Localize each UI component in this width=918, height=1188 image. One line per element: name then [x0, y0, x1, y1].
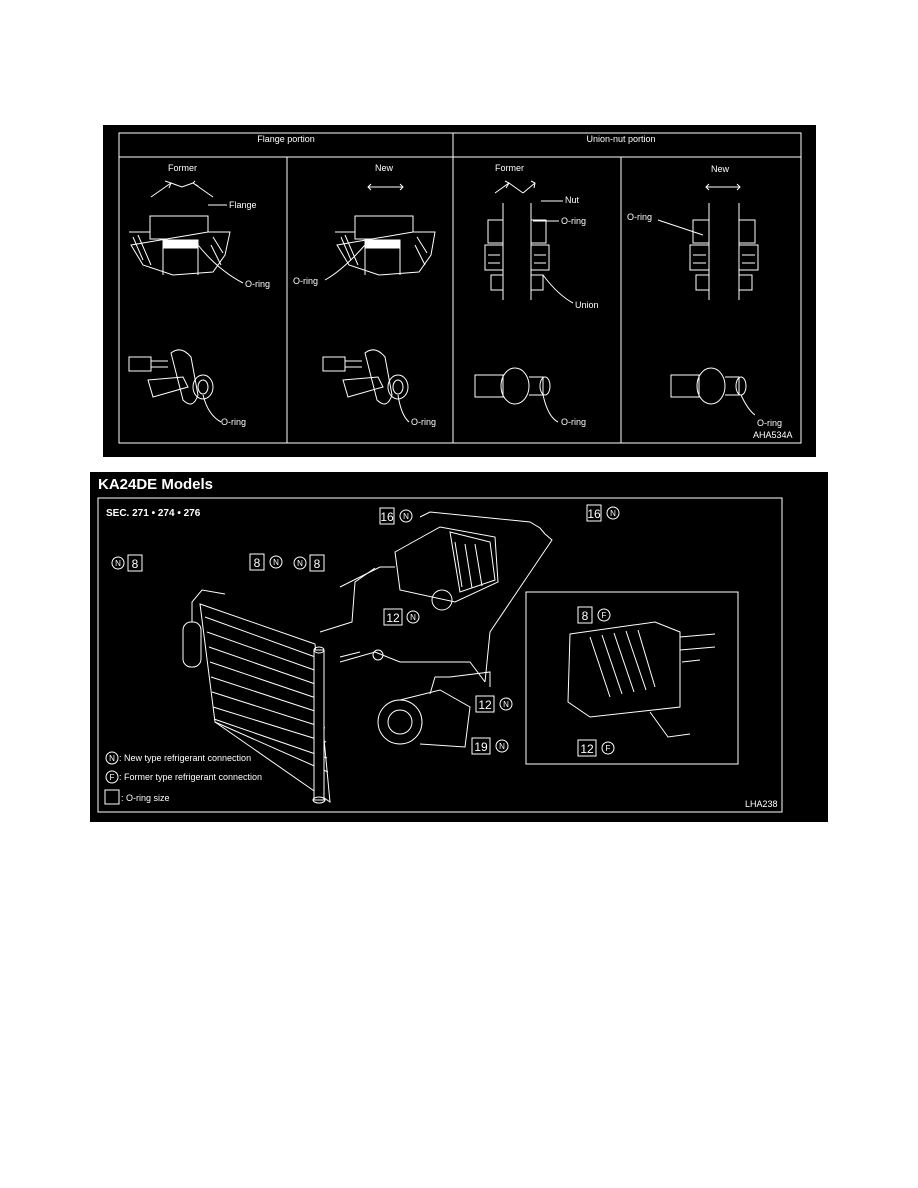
- oring-size-8-inset: [578, 607, 610, 623]
- svg-text:: O-ring size: : O-ring size: [121, 793, 170, 803]
- oring-size-19: [472, 738, 508, 754]
- section-label: SEC. 271 • 274 • 276: [106, 508, 201, 519]
- svg-text:F: F: [605, 744, 611, 753]
- legend-former-type: [106, 771, 262, 783]
- svg-text:16: 16: [380, 510, 394, 524]
- diagram-code-aha534a: AHA534A: [753, 430, 793, 440]
- header-union-nut-portion: Union-nut portion: [586, 134, 656, 144]
- col1-title: Former: [168, 163, 197, 173]
- svg-text:F: F: [601, 611, 607, 620]
- label-oring-7: O-ring: [561, 417, 587, 427]
- svg-text:8: 8: [131, 557, 139, 571]
- col2-title: New: [375, 163, 394, 173]
- connection-comparison-svg: [103, 125, 816, 457]
- discharge-hose: [340, 652, 360, 657]
- label-oring-1: O-ring: [245, 279, 271, 289]
- union-leader: [543, 275, 573, 303]
- label-oring-2: O-ring: [293, 276, 319, 286]
- ka24de-refrigerant-diagram: [90, 472, 828, 822]
- oring-leader-7: [543, 395, 558, 422]
- svg-text:8: 8: [581, 609, 589, 623]
- former-union-nut-illustration: [485, 181, 549, 300]
- union-fitting-former: [475, 368, 550, 404]
- svg-text:19: 19: [474, 740, 488, 754]
- oring-size-16-right: [587, 505, 619, 521]
- col3-title: Former: [495, 163, 524, 173]
- svg-text:N: N: [273, 558, 279, 567]
- svg-text:F: F: [109, 773, 115, 782]
- oring-size-12-inset: [578, 740, 614, 756]
- svg-text:N: N: [499, 742, 505, 751]
- svg-text:8: 8: [253, 556, 261, 570]
- union-fitting-new: [671, 368, 746, 404]
- svg-text:N: N: [403, 512, 409, 521]
- svg-text:8: 8: [313, 557, 321, 571]
- receiver-drier-illustration: [183, 590, 225, 667]
- header-flange-portion: Flange portion: [257, 134, 315, 144]
- former-flange-illustration: [129, 181, 230, 275]
- oring-size-16-top: [380, 508, 412, 524]
- svg-text:N: N: [115, 559, 121, 568]
- compressor-illustration: [378, 672, 490, 747]
- svg-text:N: N: [610, 509, 616, 518]
- label-oring-5: O-ring: [221, 417, 247, 427]
- svg-text:12: 12: [386, 611, 400, 625]
- oring-leader-8: [741, 395, 755, 415]
- oring-size-8-right: [294, 555, 324, 571]
- new-union-nut-illustration: [690, 184, 758, 300]
- label-oring-8: O-ring: [757, 418, 783, 428]
- col4-title: New: [711, 164, 730, 174]
- oring-size-12-mid: [384, 609, 419, 625]
- svg-text:N: N: [297, 559, 303, 568]
- flange-fitting-new: [323, 350, 408, 404]
- label-oring-4a: O-ring: [627, 212, 653, 222]
- svg-text:: Former type refrigerant conn: : Former type refrigerant connection: [119, 772, 263, 782]
- svg-text:12: 12: [580, 742, 594, 756]
- diagram-title: KA24DE Models: [98, 476, 214, 493]
- connection-comparison-diagram: [103, 125, 816, 457]
- oring-size-8-mid: [250, 554, 282, 570]
- flange-fitting-former: [129, 350, 213, 404]
- oring-size-8-left: [112, 555, 142, 571]
- svg-text:12: 12: [478, 698, 492, 712]
- svg-text:: New type refrigerant connect: : New type refrigerant connection: [119, 753, 252, 763]
- label-union: Union: [575, 300, 599, 310]
- svg-text:16: 16: [587, 507, 601, 521]
- diagram-code-lha238: LHA238: [745, 799, 778, 809]
- evaporator-illustration: [320, 512, 552, 682]
- svg-text:N: N: [503, 700, 509, 709]
- legend-new-type: [106, 752, 251, 764]
- label-flange: Flange: [229, 200, 257, 210]
- ka24de-svg: [90, 472, 828, 822]
- label-oring-6: O-ring: [411, 417, 437, 427]
- legend-oring-size: [105, 790, 170, 804]
- oring-size-12-lower: [476, 696, 512, 712]
- label-oring-3a: O-ring: [561, 216, 587, 226]
- svg-text:N: N: [410, 613, 416, 622]
- expansion-valve-inset: [526, 592, 738, 764]
- label-nut: Nut: [565, 195, 580, 205]
- svg-text:N: N: [109, 754, 115, 763]
- low-pressure-hose: [340, 652, 485, 682]
